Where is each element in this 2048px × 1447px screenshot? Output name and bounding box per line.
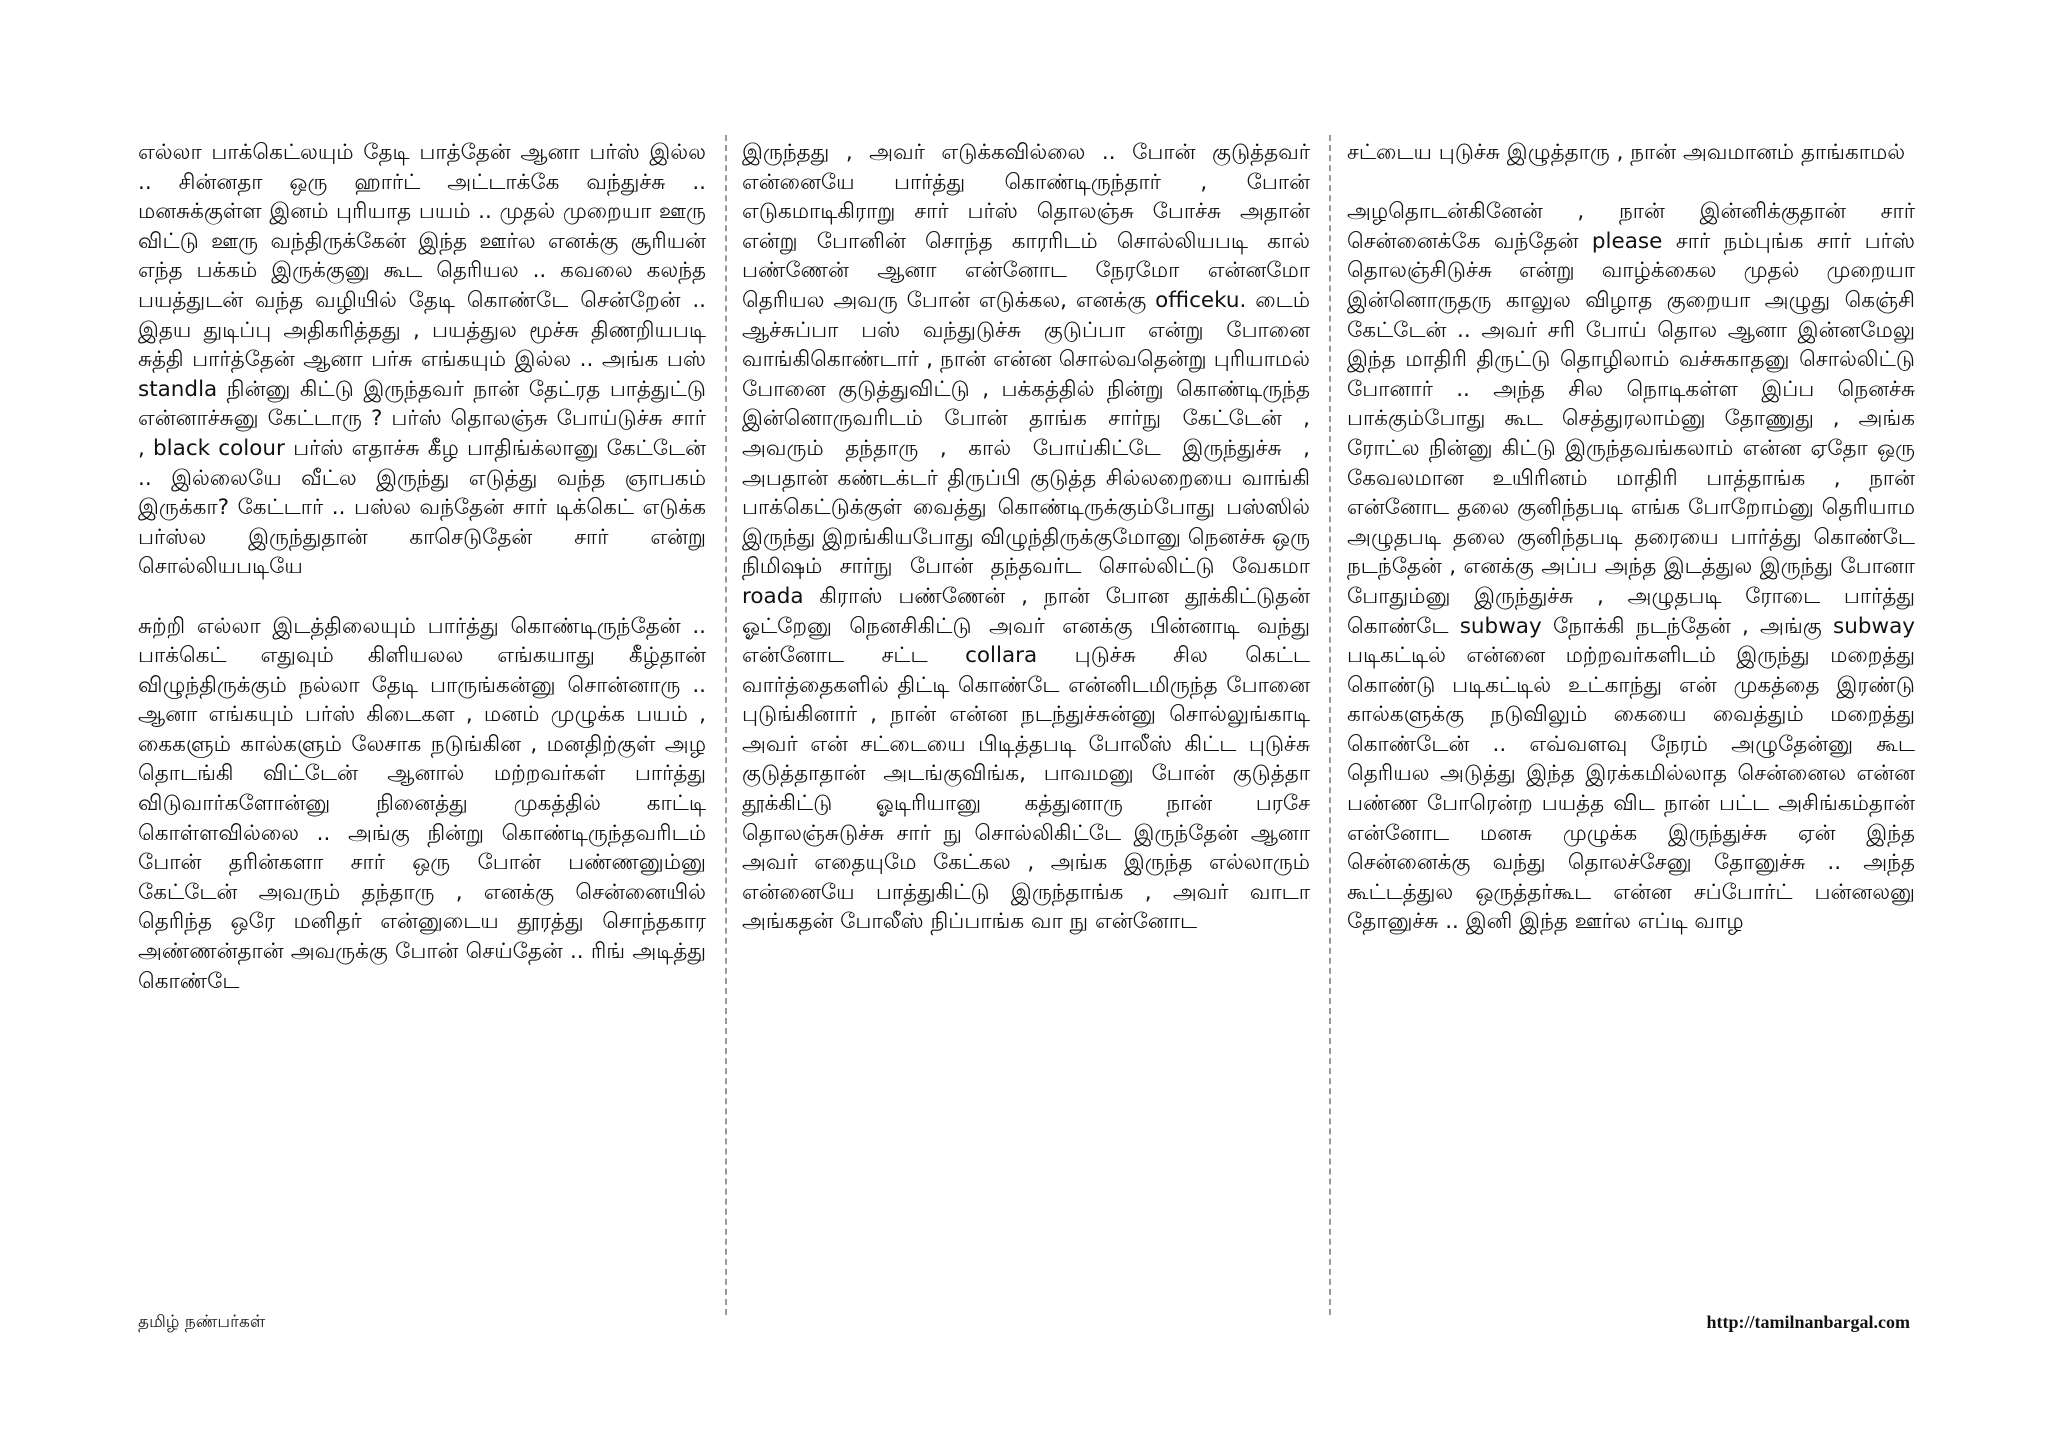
paragraph: இருந்தது , அவர் எடுக்கவில்லை .. போன் குடுத்தவர் என்னையே பார்த்து கொண்டிருந்தார் , போன் எடுகமாடிகிராறு சார் பர்ஸ் தொலஞ்சு போச்சு அதான் என்று போனின் சொந்த காரரிடம் சொல்லியபடி கால் பண்ணேன் ஆனா என்னோட நேரமோ என்னமோ தெரியல அவரு போன் எடுக்கல, எனக்கு officeku. டைம் ஆச்சுப்பா பஸ் வந்துடுச்சு குடுப்பா என்று போனை வாங்கிகொண்டார் , நான் என்ன சொல்வதென்று புரியாமல் போனை குடுத்துவிட்டு , பக்கத்தில் நின்று கொண்டிருந்த இன்னொருவரிடம் போன் தாங்க சார்நு கேட்டேன் , அவரும் தந்தாரு , கால் போய்கிட்டே இருந்துச்சு , அபதான் கண்டக்டர் திருப்பி குடுத்த சில்லறையை வாங்கி பாக்கெட்டுக்குள் வைத்து கொண்டிருக்கும்போது பஸ்ஸில் இருந்து இறங்கியபோது விழுந்திருக்குமோனு நெனச்சு ஒரு நிமிஷம் சார்நு போன் தந்தவர்ட சொல்லிட்டு வேகமா roada கிராஸ் பண்ணேன் , நான் போன தூக்கிட்டுதன் ஓட்றேனு நெனசிகிட்டு அவர் எனக்கு பின்னாடி வந்து என்னோட சட்ட collara புடுச்சு சில கெட்ட வார்த்தைகளில் திட்டி கொண்டே என்னிடமிருந்த போனை புடுங்கினார் , நான் என்ன நடந்துச்சுன்னு சொல்லுங்காடி அவர் என் சட்டையை பிடித்தபடி போலீஸ் கிட்ட புடுச்சு குடுத்தாதான் அடங்குவிங்க, பாவமனு போன் குடுத்தா தூக்கிட்டு ஓடிரியானு கத்துனாரு நான் பரசே தொலஞ்சுடுச்சு சார் நு சொல்லிகிட்டே இருந்தேன் ஆனா அவர் எதையுமே கேட்கல , அங்க இருந்த எல்லாரும் என்னையே பாத்துகிட்டு இருந்தாங்க , அவர் வாடா அங்கதன் போலீஸ் நிப்பாங்க வா நு என்னோட (742, 140, 1310, 935)
paragraph: எல்லா பாக்கெட்லயும் தேடி பாத்தேன் ஆனா பர்ஸ் இல்ல .. சின்னதா ஒரு ஹார்ட் அட்டாக்கே வந்துச்சு .. மனசுக்குள்ள இனம் புரியாத பயம் .. முதல் முறையா ஊரு விட்டு ஊரு வந்திருக்கேன் இந்த ஊர்ல எனக்கு சூரியன் எந்த பக்கம் இருக்குனு கூட தெரியல .. கவலை கலந்த பயத்துடன் வந்த வழியில் தேடி கொண்டே சென்றேன் .. இதய துடிப்பு அதிகரித்தது , பயத்துல மூச்சு திணறியபடி சுத்தி பார்த்தேன் ஆனா பர்சு எங்கயும் இல்ல .. அங்க பஸ் standla நின்னு கிட்டு இருந்தவர் நான் தேட்ரத பாத்துட்டு என்னாச்சுனு கேட்டாரு ? பர்ஸ் தொலஞ்சு போய்டுச்சு சார் , black colour பர்ஸ் எதாச்சு கீழ பாதிங்க்லானு கேட்டேன் .. இல்லையே வீட்ல இருந்து எடுத்து வந்த ஞாபகம் இருக்கா? கேட்டார் .. பஸ்ல வந்தேன் சார் டிக்கெட் எடுக்க பர்ஸ்ல இருந்துதான் காசெடுதேன் சார் என்று சொல்லியபடியே (138, 140, 706, 580)
footer-site-name: தமிழ் நண்பர்கள் (138, 1312, 266, 1332)
footer-url[interactable]: http://tamilnanbargal.com (1706, 1312, 1910, 1332)
text-column-1 (138, 138, 706, 996)
text-column-2 (742, 138, 1310, 937)
paragraph: சுற்றி எல்லா இடத்திலையும் பார்த்து கொண்டிருந்தேன் .. பாக்கெட் எதுவும் கிளியலல எங்கயாது கீழ்தான் விழுந்திருக்கும் நல்லா தேடி பாருங்கன்னு சொன்னாரு .. ஆனா எங்கயும் பர்ஸ் கிடைகள , மனம் முழுக்க பயம் , கைகளும் கால்களும் லேசாக நடுங்கின , மனதிற்குள் அழ தொடங்கி விட்டேன் ஆனால் மற்றவர்கள் பார்த்து விடுவார்களோன்னு நினைத்து முகத்தில் காட்டி கொள்ளவில்லை .. அங்கு நின்று கொண்டிருந்தவரிடம் போன் தரின்களா சார் ஒரு போன் பண்ணனும்னு கேட்டேன் அவரும் தந்தாரு , எனக்கு சென்னையில் தெரிந்த ஒரே மனிதர் என்னுடைய தூரத்து சொந்தகார அண்ணன்தான் அவருக்கு போன் செய்தேன் .. ரிங் அடித்து கொண்டே (138, 613, 706, 994)
text-column-3 (1347, 138, 1915, 937)
paragraph: அழதொடன்கினேன் , நான் இன்னிக்குதான் சார் சென்னைக்கே வந்தேன் please சார் நம்புங்க சார் பர்ஸ் தொலஞ்சிடுச்சு என்று வாழ்க்கைல முதல் முறையா இன்னொருதரு காலுல விழாத குறையா அழுது கெஞ்சி கேட்டேன் .. அவர் சரி போய் தொல ஆனா இன்னமேலு இந்த மாதிரி திருட்டு தொழிலாம் வச்சுகாதனு சொல்லிட்டு போனார் .. அந்த சில நொடிகள்ள இப்ப நெனச்சு பாக்கும்போது கூட செத்துரலாம்னு தோணுது , அங்க ரோட்ல நின்னு கிட்டு இருந்தவங்கலாம் என்ன ஏதோ ஒரு கேவலமான உயிரினம் மாதிரி பாத்தாங்க , நான் என்னோட தலை குனிந்தபடி எங்க போறோம்னு தெரியாம அழுதபடி தலை குனிந்தபடி தரையை பார்த்து கொண்டே நடந்தேன் , எனக்கு அப்ப அந்த இடத்துல இருந்து போனா போதும்னு இருந்துச்சு , அழுதபடி ரோடை பார்த்து கொண்டே subway நோக்கி நடந்தேன் , அங்கு subway படிகட்டில் என்னை மற்றவர்களிடம் இருந்து மறைத்து கொண்டு படிகட்டில் உட்காந்து என் முகத்தை இரண்டு கால்களுக்கு நடுவிலும் கையை வைத்தும் மறைத்து கொண்டேன் .. எவ்வளவு நேரம் அழுதேன்னு கூட தெரியல அடுத்து இந்த இரக்கமில்லாத சென்னைல என்ன பண்ண போரென்ற பயத்த விட நான் பட்ட அசிங்கம்தான் என்னோட மனசு முழுக்க இருந்துச்சு ஏன் இந்த சென்னைக்கு வந்து தொலச்சேனு தோனுச்சு .. அந்த கூட்டத்துல ஒருத்தர்கூட என்ன சப்போர்ட் பன்னலனு தோனுச்சு .. இனி இந்த ஊர்ல எப்டி வாழ (1347, 199, 1915, 935)
column-divider (725, 135, 727, 1315)
paragraph: சட்டைய புடுச்சு இழுத்தாரு , நான் அவமானம் தாங்காமல் (1347, 140, 1906, 165)
column-divider (1329, 135, 1331, 1315)
